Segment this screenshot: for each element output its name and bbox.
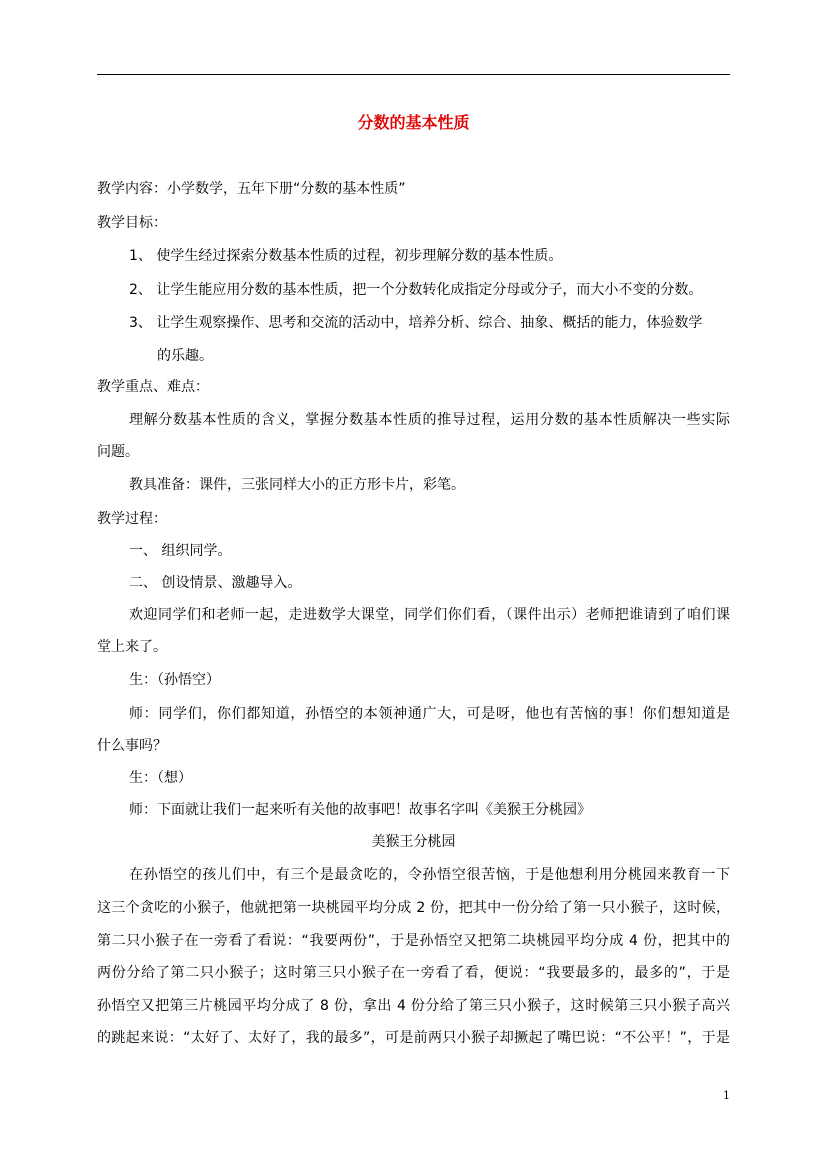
story-paragraph-line-2: 这三个贪吃的小猴子，他就把第一块桃园平均分成 2 份，把其中一份分给了第一只小猴子，这时候，: [97, 900, 730, 916]
process-step-1: 一、 组织同学。: [129, 543, 232, 559]
goal-item-2: 2、 让学生能应用分数的基本性质，把一个分数转化成指定分母或分子，而大小不变的分数。: [129, 282, 703, 298]
page-number: 1: [723, 1089, 730, 1102]
teacher-line-1-end: 什么事吗？: [97, 738, 167, 754]
story-paragraph-line-1: 在孙悟空的孩儿们中，有三个是最贪吃的，令孙悟空很苦恼，于是他想利用分桃园来教育一下: [129, 867, 730, 883]
story-title: 美猴王分桃园: [371, 834, 456, 850]
story-paragraph-line-5: 孙悟空又把第三片桃园平均分成了 8 份，拿出 4 份分给了第三只小猴子，这时候第三只小猴子高兴: [97, 998, 730, 1014]
goal-item-3-continued: 的乐趣。: [157, 348, 213, 364]
intro-paragraph-line: 欢迎同学们和老师一起，走进数学大课堂，同学们你们看，（课件出示）老师把谁请到了咱们课: [129, 607, 730, 623]
key-points-paragraph-line: 理解分数基本性质的含义，掌握分数基本性质的推导过程，运用分数的基本性质解决一些实际: [129, 412, 730, 428]
story-paragraph-line-4: 两份分给了第二只小猴子；这时第三只小猴子在一旁看了看，便说：“我要最多的，最多的”，于是: [97, 965, 730, 981]
goal-item-1: 1、 使学生经过探索分数基本性质的过程，初步理解分数的基本性质。: [129, 248, 563, 264]
student-response-2: 生：（想）: [129, 770, 192, 786]
process-step-2: 二、 创设情景、激趣导入。: [129, 575, 302, 591]
intro-paragraph-end: 堂上来了。: [97, 639, 167, 655]
document-title: 分数的基本性质: [357, 113, 470, 132]
student-response-1: 生：（孙悟空）: [129, 672, 220, 688]
teacher-line-2: 师：下面就让我们一起来听有关他的故事吧！故事名字叫《美猴王分桃园》: [129, 802, 591, 818]
key-points-heading: 教学重点、难点：: [97, 379, 209, 395]
teaching-aids-line: 教具准备：课件，三张同样大小的正方形卡片，彩笔。: [129, 477, 465, 493]
goal-item-3: 3、 让学生观察操作、思考和交流的活动中，培养分析、综合、抽象、概括的能力，体验数学: [129, 315, 703, 331]
teaching-content-line: 教学内容：小学数学，五年下册“分数的基本性质”: [97, 181, 406, 197]
header-rule: [97, 74, 730, 75]
key-points-paragraph-end: 问题。: [97, 444, 139, 460]
teaching-process-heading: 教学过程：: [97, 511, 167, 527]
story-paragraph-line-3: 第二只小猴子在一旁看了看说：“我要两份”，于是孙悟空又把第二块桃园平均分成 4 份，把其中的: [97, 933, 730, 949]
teacher-line-1: 师：同学们，你们都知道，孙悟空的本领神通广大，可是呀，他也有苦恼的事！你们想知道是: [129, 706, 730, 722]
story-paragraph-line-6: 的跳起来说：“太好了、太好了，我的最多”，可是前两只小猴子却撅起了嘴巴说：“不公平！”，于是: [97, 1030, 730, 1046]
teaching-goals-heading: 教学目标：: [97, 215, 167, 231]
